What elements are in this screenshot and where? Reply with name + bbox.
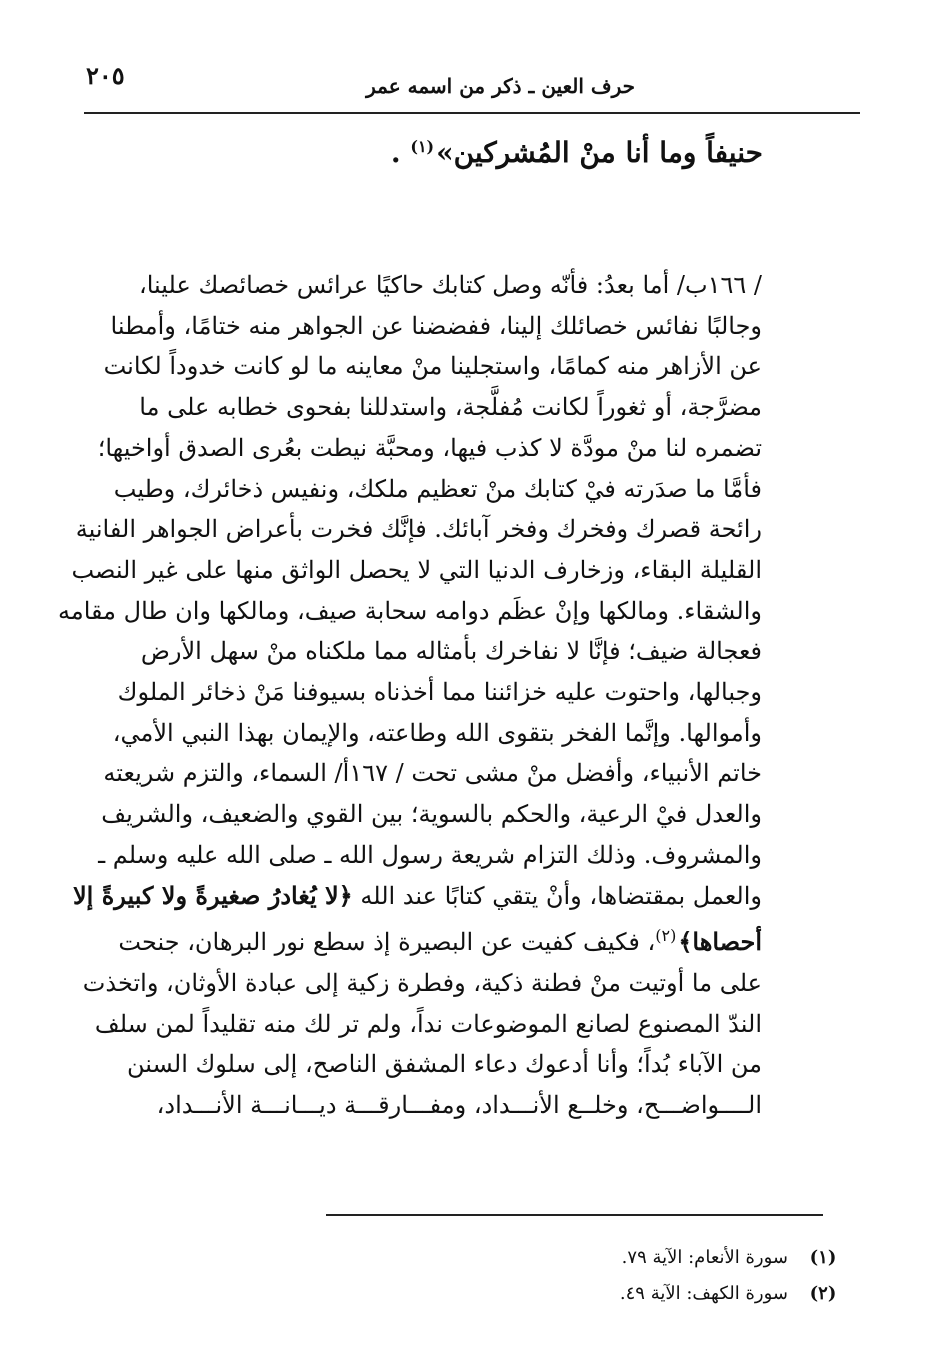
text-line: والشقاء. ومالكها وإنْ عظَم دوامه سحابة صيف، ومالكها وان طال مقامه — [57, 596, 762, 625]
footnote-text: سورة الأنعام: الآية ٧٩. — [621, 1247, 788, 1268]
footnote-ref-1: (١) — [410, 136, 435, 156]
footnotes — [320, 1240, 840, 1312]
text-line: وأموالها. وإنَّما الفخر بتقوى الله وطاعته، والإيمان بهذا النبي الأمي، — [112, 718, 762, 747]
text-line: فعجالة ضيف؛ فإنَّا لا نفاخرك بأمثاله مما ملكناه منْ سهل الأرض — [140, 637, 762, 666]
quran-prefix: والعمل بمقتضاها، وأنْ يتقي كتابًا عند الله — [360, 881, 762, 910]
text-line: من الآباء بُداً؛ وأنا أدعوك دعاء المشفق الناصح، إلى سلوك السنن — [126, 1050, 762, 1079]
page-header — [84, 60, 860, 114]
text-line: والعدل فيْ الرعية، والحكم بالسوية؛ بين القوي والضعيف، والشريف — [101, 800, 762, 829]
footnote-item — [320, 1240, 840, 1276]
text-line: والمشروف. وذلك التزام شريعة رسول الله ـ صلى الله عليه وسلم ـ — [98, 840, 762, 869]
quran-suffix: ، فكيف كفيت عن البصيرة إذ سطع نور البرهان، جنحت — [118, 928, 656, 957]
quran-verse-part-1: ﴿لا يُغادرُ صغيرةً ولا كبيرةً إلا — [72, 880, 353, 910]
footnote-item — [320, 1276, 840, 1312]
main-text — [57, 265, 762, 1126]
text-line: / ١٦٦ب/ أما بعدُ: فأنّه وصل كتابك حاكيًا عرائس خصائصك علينا، — [139, 271, 762, 299]
text-line: الــــواضـــح، وخلــع الأنـــداد، ومفـــارقـــة ديـــانـــة الأنـــداد، — [156, 1091, 762, 1120]
page-number: ٢٠٥ — [86, 61, 125, 90]
text-line: وجبالها، واحتوت عليه خزائننا مما أخذناه بسيوفنا مَنْ ذخائر الملوك — [117, 678, 762, 707]
text-line: على ما أوتيت منْ فطنة ذكية، وفطرة زكية إلى عبادة الأوثان، واتخذت — [82, 968, 762, 997]
lead-end: . — [390, 136, 401, 169]
footnote-ref-2: (٢) — [655, 926, 677, 946]
running-title: حرف العين ـ ذكر من اسمه عمر — [366, 74, 635, 98]
lead-text: حنيفاً وما أنا منْ المُشركين» — [436, 136, 763, 169]
footnote-separator — [326, 1214, 823, 1216]
text-line: وجالبًا نفائس خصائلك إلينا، ففضضنا عن الجواهر منه ختامًا، وأمطنا — [110, 311, 762, 340]
text-line: خاتم الأنبياء، وأفضل منْ مشى تحت / ١٦٧أ/ السماء، والتزم شريعته — [103, 759, 762, 788]
quran-line-2 — [118, 916, 762, 963]
text-line: عن الأزاهر منه كمامًا، واستجلينا منْ معاينه ما لو كانت خدوداً لكانت — [103, 352, 762, 381]
footnote-number: (١) — [809, 1247, 837, 1268]
text-line: القليلة البقاء، وزخارف الدنيا التي لا يحصل الواثق منها على غير النصب — [71, 555, 762, 584]
footnote-text: سورة الكهف: الآية ٤٩. — [619, 1283, 788, 1304]
text-line: مضرَّجة، أو ثغوراً لكانت مُفلَّجة، واستدللنا بفحوى خطابه على ما — [139, 393, 762, 422]
text-line: الندّ المصنوع لصانع الموضوعات نداً، ولم تر لك منه تقليداً لمن سلف — [94, 1009, 762, 1038]
footnote-number: (٢) — [809, 1283, 837, 1304]
text-line: فأمَّا ما صدَرته فيْ كتابك منْ تعظيم ملكك، ونفيس ذخائرك، وطيب — [113, 474, 762, 503]
text-line: رائحة قصرك وفخرك وفخر آبائك. فإنَّك فخرت بأعراض الجواهر الفانية — [75, 515, 762, 544]
quran-line-1 — [72, 876, 762, 917]
lead-line — [391, 136, 763, 170]
quran-verse-part-2: أحصاها﴾ — [678, 927, 762, 957]
text-line: تضمره لنا منْ مودَّة لا كذب فيها، ومحبَّة نيطت بعُرى الصدق أواخيها؛ — [97, 433, 762, 462]
